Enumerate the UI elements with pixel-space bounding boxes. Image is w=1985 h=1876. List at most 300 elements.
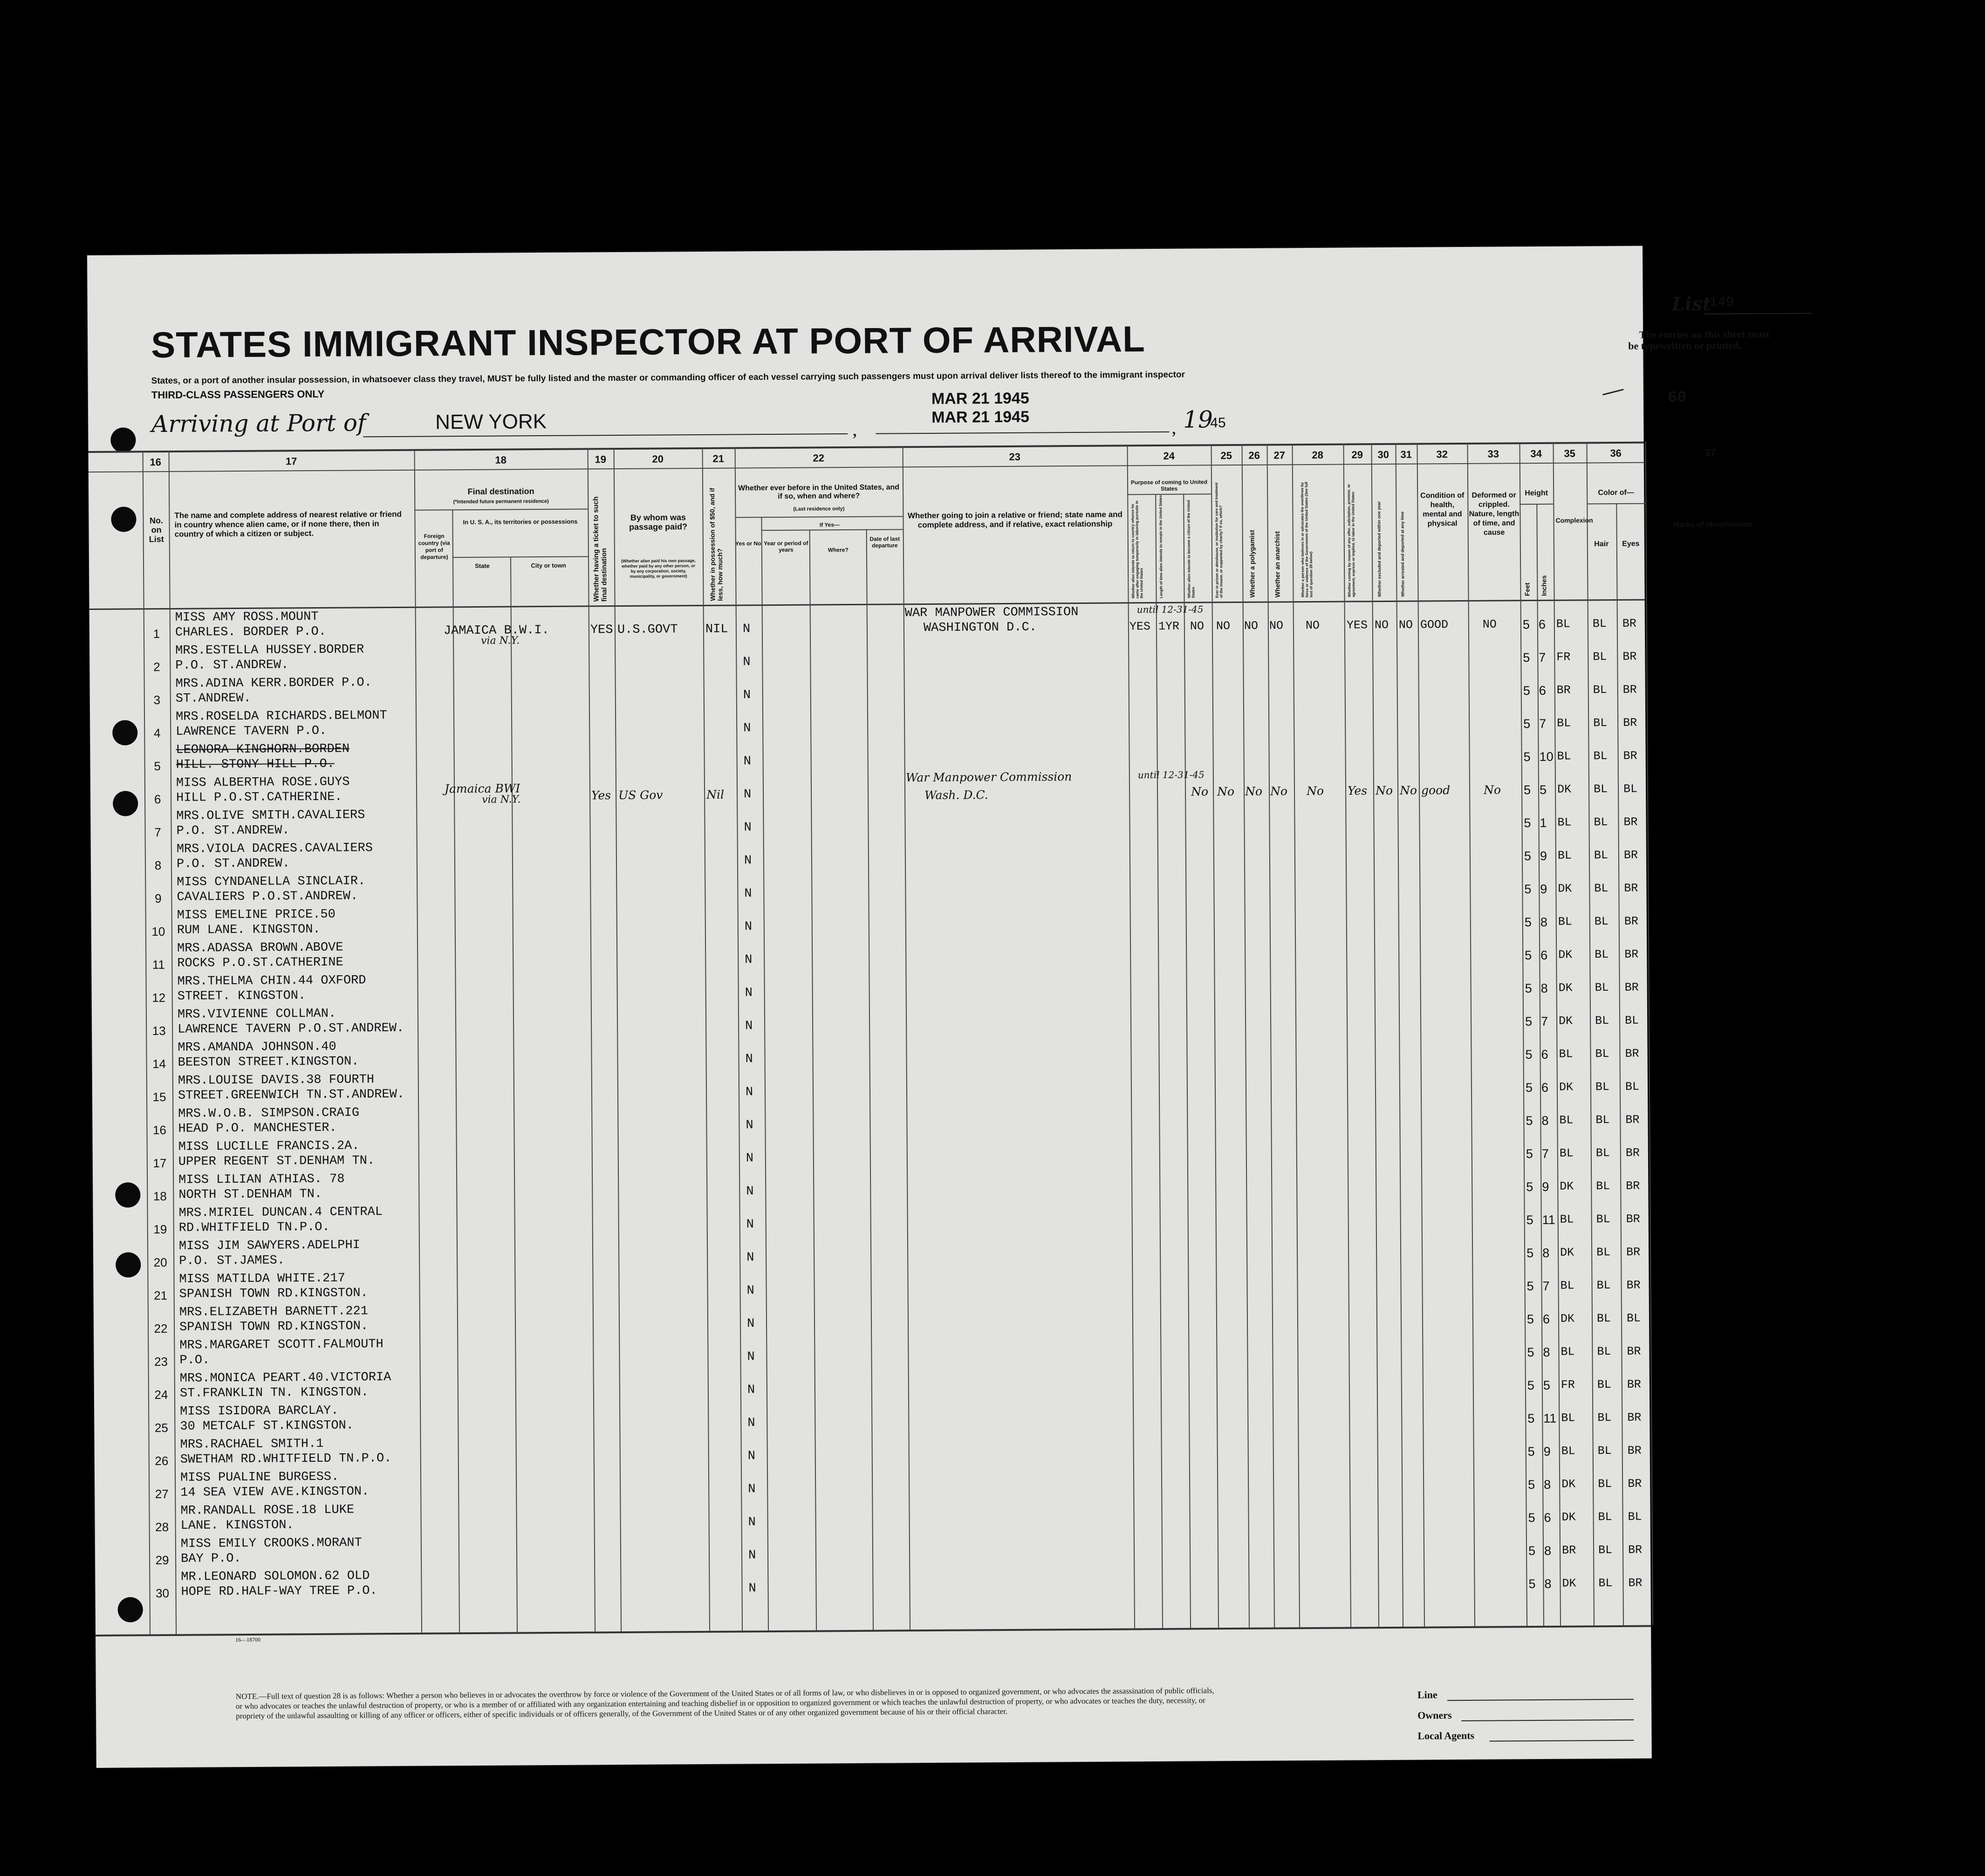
hair-value: BL	[1598, 1477, 1612, 1491]
relative-address-line-2: P.O.	[179, 1353, 210, 1368]
hair-value: BL	[1596, 1212, 1610, 1226]
relative-address-line-2: STREET. KINGSTON.	[177, 989, 306, 1004]
relative-address-line-2: P.O. ST.ANDREW.	[176, 856, 290, 871]
header-final-destination: Final destination	[467, 486, 534, 497]
header-if-yes: If Yes—	[819, 521, 840, 528]
row-number: 11	[152, 958, 165, 972]
height-inches: 5	[1543, 1378, 1550, 1392]
deformed-value: No	[1483, 783, 1501, 797]
colnum-35: 35	[1564, 447, 1575, 459]
ever-before-value: N	[745, 986, 753, 1000]
hair-value: BL	[1593, 683, 1607, 697]
row-number: 19	[153, 1222, 167, 1237]
height-feet: 5	[1525, 948, 1532, 963]
arriving-label: Arriving at Port of	[151, 409, 366, 438]
destination-country: Jamaica BWI	[444, 781, 520, 796]
height-feet: 5	[1522, 617, 1530, 632]
entries-note-1: The entries on this sheet must	[1639, 328, 1770, 341]
header-28: Whether a person who believes in or advocates the overthrow by force or violence of the Government of the United States (See full text of question 28 below)	[1300, 481, 1314, 598]
ever-before-value: N	[743, 655, 751, 670]
relative-address-line-1: MISS LUCILLE FRANCIS.2A.	[178, 1139, 360, 1154]
ever-before-value: N	[747, 1383, 755, 1397]
header-24c: Whether alien intends to become a citizen of the United States	[1186, 500, 1196, 598]
header-24a: Whether alien intends to return to country whence he came after engaging temporarily in laboring pursuits in the United States	[1130, 500, 1144, 599]
hair-value: BL	[1593, 650, 1607, 664]
relative-address-line-2: LAWRENCE TAVERN P.O.ST.ANDREW.	[178, 1021, 404, 1037]
complexion-value: BL	[1559, 1146, 1574, 1160]
complexion-value: BL	[1557, 815, 1572, 829]
hair-value: BL	[1592, 617, 1607, 631]
relative-address-line-2: LAWRENCE TAVERN P.O.	[176, 724, 327, 739]
header-passage-note: (Whether alien paid his own passage, whether paid by any other person, or by any corporation, society, municipality, or government)	[621, 558, 696, 579]
relative-address-line-1: MRS.MARGARET SCOTT.FALMOUTH	[179, 1337, 383, 1353]
height-inches: 6	[1542, 1312, 1550, 1326]
row-number: 15	[152, 1089, 166, 1104]
header-purpose: Purpose of coming to United States	[1130, 479, 1208, 492]
eyes-value: BL	[1625, 1080, 1640, 1094]
ifyes-sub-rule	[761, 529, 903, 531]
complexion-value: DK	[1560, 1246, 1574, 1260]
colnum-26: 26	[1248, 449, 1260, 461]
ever-before-value: N	[746, 1184, 754, 1199]
height-feet: 5	[1528, 1511, 1535, 1525]
passage-paid-value: US Gov	[618, 788, 663, 802]
complexion-value: DK	[1558, 981, 1573, 995]
list-number: 149	[1709, 294, 1734, 311]
relative-address-line-2: HEAD P.O. MANCHESTER.	[178, 1121, 337, 1136]
stay-until-value: until 12-31-45	[1137, 769, 1205, 781]
eyes-value: BR	[1627, 1377, 1641, 1391]
height-inches: 7	[1541, 1146, 1549, 1161]
colnum-31: 31	[1400, 448, 1412, 460]
row-number: 18	[153, 1189, 167, 1204]
row-number: 10	[151, 924, 165, 939]
relative-address-line-2: 30 METCALF ST.KINGSTON.	[180, 1418, 354, 1434]
height-inches: 8	[1544, 1576, 1552, 1591]
relative-address-line-2: HILL. STONY HILL P.O.	[176, 757, 335, 772]
row-number: 14	[152, 1057, 166, 1071]
hair-value: BL	[1597, 1345, 1611, 1359]
eyes-value: BR	[1626, 1179, 1640, 1193]
eyes-value: BR	[1627, 1444, 1642, 1458]
relative-address-line-1: MRS.RACHAEL SMITH.1	[180, 1437, 324, 1452]
relative-address-line-1: MR.LEONARD SOLOMON.62 OLD	[181, 1569, 370, 1584]
eyes-value: BR	[1624, 980, 1639, 994]
header-ever-before: Whether ever before in the United States, and if so, when and where?	[738, 483, 900, 500]
hair-value: BL	[1595, 1047, 1609, 1061]
ever-before-value: N	[748, 1548, 756, 1563]
header-condition-health: Condition of health, mental and physical	[1420, 491, 1465, 528]
row-number: 12	[152, 991, 166, 1005]
eyes-value: BR	[1624, 881, 1638, 895]
passenger-rows	[89, 600, 1651, 1616]
height-inches: 8	[1542, 1246, 1550, 1260]
header-year-period: Year or period of years	[764, 540, 808, 553]
ever-before-value: N	[748, 1482, 756, 1497]
height-feet: 5	[1526, 1213, 1533, 1227]
list-underline	[1704, 313, 1812, 314]
colnum-32: 32	[1436, 448, 1448, 460]
row-number: 16	[152, 1123, 167, 1137]
colnum-33: 33	[1487, 448, 1499, 460]
page-number: 60	[1667, 389, 1687, 407]
eyes-value: BR	[1628, 1477, 1642, 1491]
colnum-29: 29	[1351, 449, 1363, 461]
column-31-value: No	[1399, 783, 1417, 797]
form-title: STATES IMMIGRANT INSPECTOR AT PORT OF ARRIVAL	[151, 318, 1146, 366]
destination-via: via N.Y.	[480, 635, 520, 647]
row-number: 22	[154, 1321, 168, 1336]
height-feet: 5	[1527, 1378, 1534, 1393]
relative-address-line-2: ST.FRANKLIN TN. KINGSTON.	[179, 1385, 369, 1401]
height-feet: 5	[1525, 1081, 1533, 1095]
date-underline	[876, 431, 1169, 434]
hair-value: BL	[1595, 1113, 1610, 1127]
ever-before-value: N	[746, 1118, 753, 1133]
hair-value: BL	[1593, 716, 1608, 730]
row-number: 13	[152, 1024, 166, 1038]
row-number: 23	[154, 1354, 168, 1369]
height-inches: 5	[1539, 782, 1547, 797]
header-final-destination-sub: (*Intended future permanent residence)	[453, 498, 549, 505]
complexion-value: BL	[1557, 716, 1571, 730]
eyes-value: BL	[1628, 1510, 1642, 1524]
relative-address-line-1: MISS EMILY CROOKS.MORANT	[180, 1536, 362, 1551]
ticket-value: YES	[590, 623, 613, 637]
ever-before-value: N	[748, 1582, 756, 1596]
header-where: Where?	[828, 547, 849, 554]
relative-address-line-2: BEESTON STREET.KINGSTON.	[178, 1054, 359, 1070]
complexion-value: BL	[1557, 849, 1572, 863]
hair-value: BL	[1593, 749, 1608, 763]
header-31: Whether arrested and deported at any time	[1400, 511, 1405, 597]
relative-address-line-1: MRS.MIRIEL DUNCAN.4 CENTRAL	[178, 1205, 383, 1220]
column-27-value: No	[1270, 784, 1288, 798]
colnum-18: 18	[495, 454, 507, 466]
height-inches: 6	[1544, 1510, 1551, 1525]
colnum-36: 36	[1610, 447, 1622, 459]
ever-before-value: N	[746, 1317, 755, 1331]
date-stamp-top: MAR 21 1945	[931, 389, 1029, 408]
relative-address-line-2: UPPER REGENT ST.DENHAM TN.	[178, 1154, 375, 1169]
column-26-value: NO	[1244, 619, 1259, 633]
hair-value: BL	[1597, 1378, 1611, 1392]
complexion-value: BL	[1559, 1047, 1573, 1061]
ever-before-value: N	[745, 1052, 753, 1067]
row-number: 17	[153, 1156, 167, 1171]
colnum-20: 20	[652, 453, 664, 465]
ever-before-value: N	[746, 1151, 754, 1166]
relative-address-line-2: HILL P.O.ST.CATHERINE.	[176, 790, 342, 805]
height-feet: 5	[1525, 981, 1532, 996]
purpose-sub-rule	[1127, 493, 1211, 495]
hair-value: BL	[1595, 948, 1609, 962]
header-joining-relative: Whether going to join a relative or friend; state name and complete address, and if relative, exact relationship	[907, 510, 1123, 530]
header-marks: Marks of identification	[1673, 520, 1752, 529]
relative-address-line-1: MRS.LOUISE DAVIS.38 FOURTH	[178, 1073, 375, 1088]
column-29-value: Yes	[1347, 784, 1368, 798]
relative-address-line-1: MISS CYNDANELLA SINCLAIR.	[177, 874, 366, 890]
ever-before-value: N	[743, 688, 751, 703]
header-hair: Hair	[1594, 540, 1609, 548]
eyes-value: BR	[1627, 1410, 1642, 1424]
ever-before-value: N	[748, 1515, 756, 1530]
relative-address-line-1: MRS.ESTELLA HUSSEY.BORDER	[175, 643, 364, 658]
header-foreign-country: Foreign country (via port of departure)	[418, 533, 450, 561]
height-feet: 5	[1528, 1577, 1536, 1591]
purpose-24c: No	[1191, 785, 1209, 799]
port-name: NEW YORK	[435, 410, 547, 434]
header-deformed: Deformed or crippled. Nature, length of time, and cause	[1469, 491, 1520, 537]
eyes-value: BR	[1627, 1344, 1641, 1358]
header-30: Whether excluded and deported within one year	[1376, 501, 1382, 597]
complexion-value: BL	[1556, 617, 1570, 631]
hair-value: BL	[1597, 1411, 1612, 1425]
joining-line-1: War Manpower Commission	[905, 770, 1072, 785]
year-suffix: 45	[1210, 415, 1226, 431]
height-feet: 5	[1526, 1279, 1534, 1294]
row-number: 29	[155, 1553, 169, 1568]
height-feet: 5	[1523, 650, 1530, 665]
eyes-value: BL	[1626, 1311, 1641, 1325]
comma-sep: ,	[852, 418, 857, 440]
height-inches: 6	[1541, 1047, 1548, 1061]
height-feet: 5	[1524, 849, 1532, 863]
relative-address-line-1: MISS PUALINE BURGESS.	[180, 1470, 339, 1485]
header-color-of: Color of—	[1598, 488, 1634, 497]
header-yes-no: Yes or No	[735, 540, 761, 547]
hair-value: BL	[1596, 1312, 1611, 1326]
ever-before-value: N	[745, 1085, 753, 1100]
line-underline	[1447, 1699, 1634, 1701]
height-feet: 5	[1527, 1345, 1534, 1360]
date-stamp-bottom: MAR 21 1945	[931, 408, 1030, 426]
column-30-value: No	[1375, 783, 1393, 798]
complexion-value: DK	[1558, 948, 1573, 962]
relative-address-line-2: RD.WHITFIELD TN.P.O.	[178, 1220, 330, 1235]
relative-address-line-1: MISS MATILDA WHITE.217	[179, 1271, 345, 1287]
relative-address-line-1: MRS.ADINA KERR.BORDER P.O.	[175, 676, 372, 691]
height-feet: 5	[1523, 750, 1531, 764]
relative-address-line-1: MRS.AMANDA JOHNSON.40	[178, 1040, 336, 1055]
colnum-19: 19	[595, 453, 607, 466]
complexion-value: BL	[1557, 749, 1571, 763]
header-anarchist: Whether an anarchist	[1273, 531, 1281, 598]
height-inches: 6	[1541, 1080, 1549, 1095]
eyes-value: BR	[1628, 1543, 1643, 1557]
relative-address-line-2: SWETHAM RD.WHITFIELD TN.P.O.	[180, 1452, 392, 1467]
before-sub-rule	[735, 516, 903, 518]
punch-hole	[110, 427, 136, 452]
ever-before-value: N	[744, 787, 752, 802]
height-inches: 8	[1544, 1543, 1552, 1558]
colnum-24: 24	[1163, 450, 1175, 462]
header-city: City or town	[531, 561, 566, 569]
class-line: THIRD-CLASS PASSENGERS ONLY	[151, 388, 325, 401]
height-feet: 5	[1525, 1048, 1533, 1062]
complexion-value: DK	[1558, 882, 1572, 896]
owners-label: Owners	[1417, 1709, 1452, 1721]
row-number: 6	[154, 792, 161, 807]
eyes-value: BL	[1623, 782, 1638, 796]
joining-line-2: WASHINGTON D.C.	[923, 620, 1037, 636]
joining-line-1: WAR MANPOWER COMMISSION	[904, 605, 1079, 621]
height-inches: 8	[1540, 915, 1547, 929]
money-value: NIL	[705, 622, 728, 637]
list-label: List	[1671, 293, 1711, 315]
ever-before-value: N	[744, 854, 752, 868]
column-25-value: No	[1217, 784, 1235, 799]
eyes-value: BR	[1623, 749, 1637, 763]
usa-sub-rule	[452, 556, 588, 558]
complexion-value: DK	[1559, 1014, 1573, 1028]
relative-address-line-1: LEONORA KINGHORN.BORDEN	[176, 742, 350, 757]
column-29-value: YES	[1346, 618, 1368, 632]
height-inches: 10	[1539, 749, 1554, 764]
header-in-usa: In U. S. A., its territories or possessions	[463, 518, 578, 526]
height-inches: 6	[1538, 617, 1546, 631]
row-number: 7	[154, 825, 161, 840]
health-value: good	[1421, 783, 1451, 797]
height-inches: 1	[1540, 815, 1547, 830]
header-inches: Inches	[1540, 575, 1548, 596]
header-29: Whether coming by reason of any offer, solicitation, promise, or agreement, express or implied, to labor in the United States	[1347, 484, 1356, 597]
colnum-34: 34	[1530, 447, 1542, 460]
complexion-value: DK	[1559, 1080, 1574, 1094]
complexion-value: BL	[1560, 1212, 1574, 1226]
height-feet: 5	[1527, 1411, 1535, 1426]
eyes-value: BR	[1623, 848, 1638, 862]
relative-address-line-1: MISS AMY ROSS.MOUNT	[175, 609, 319, 625]
purpose-24b: 1YR	[1158, 619, 1180, 633]
height-feet: 5	[1526, 1246, 1534, 1260]
eyes-value: BR	[1623, 716, 1637, 730]
ever-before-value: N	[746, 1251, 754, 1265]
row-number: 25	[154, 1420, 168, 1435]
height-inches: 7	[1539, 716, 1547, 731]
height-inches: 7	[1539, 650, 1546, 664]
relative-address-line-1: MRS.VIVIENNE COLLMAN.	[177, 1006, 336, 1022]
year-prefix: 19	[1183, 406, 1213, 433]
relative-address-line-2: 14 SEA VIEW AVE.KINGSTON.	[180, 1485, 370, 1500]
height-inches: 9	[1542, 1179, 1549, 1194]
row-number: 8	[154, 858, 162, 873]
relative-address-line-2: RUM LANE. KINGSTON.	[177, 922, 321, 938]
eyes-value: BR	[1625, 1113, 1640, 1127]
row-number: 24	[154, 1387, 168, 1402]
row-number: 5	[154, 759, 161, 774]
height-inches: 8	[1541, 1113, 1549, 1128]
eyes-value: BR	[1626, 1278, 1641, 1292]
hair-value: BL	[1598, 1543, 1613, 1557]
deformed-value: NO	[1482, 617, 1497, 631]
hair-value: BL	[1594, 915, 1609, 929]
header-date-departure: Date of last departure	[869, 535, 900, 549]
complexion-value: DK	[1560, 1179, 1574, 1193]
eyes-value: BR	[1626, 1212, 1640, 1226]
eyes-value: BR	[1624, 947, 1639, 961]
complexion-value: BR	[1556, 683, 1571, 697]
money-value: Nil	[706, 787, 725, 801]
height-feet: 5	[1526, 1114, 1533, 1128]
header-eyes: Eyes	[1622, 540, 1640, 548]
destination-country: JAMAICA B.W.I.	[443, 623, 549, 638]
ever-before-value: N	[743, 721, 751, 736]
complexion-value: BL	[1560, 1279, 1574, 1293]
purpose-24a: YES	[1129, 620, 1151, 634]
eyes-value: BR	[1625, 1047, 1639, 1061]
colnum-27: 27	[1273, 449, 1285, 461]
column-30-value: NO	[1374, 618, 1389, 632]
relative-address-line-2: SPANISH TOWN RD.KINGSTON.	[179, 1286, 368, 1301]
eyes-value: BR	[1622, 616, 1636, 630]
joining-line-2: Wash. D.C.	[924, 788, 988, 802]
complexion-value: BL	[1561, 1444, 1575, 1458]
hair-value: BL	[1594, 882, 1609, 896]
height-feet: 5	[1524, 915, 1532, 930]
complexion-value: BL	[1559, 1113, 1574, 1127]
header-feet: Feet	[1523, 582, 1531, 596]
row-number: 3	[153, 693, 161, 707]
relative-address-line-2: LANE. KINGSTON.	[180, 1518, 294, 1533]
height-feet: 5	[1526, 1312, 1534, 1327]
eyes-value: BL	[1625, 1013, 1639, 1027]
relative-address-line-1: MISS ALBERTHA ROSE.GUYS	[176, 775, 350, 790]
relative-address-line-2: NORTH ST.DENHAM TN.	[178, 1187, 322, 1202]
height-inches: 11	[1543, 1411, 1557, 1425]
row-number: 9	[155, 891, 162, 906]
destination-via: via N.Y.	[482, 794, 521, 806]
eyes-value: BR	[1622, 683, 1637, 697]
hair-value: BL	[1594, 815, 1608, 829]
height-feet: 5	[1527, 1445, 1535, 1459]
relative-address-line-1: MR.RANDALL ROSE.18 LUKE	[180, 1503, 355, 1518]
footer-code: 16—18700	[235, 1636, 261, 1643]
complexion-value: BL	[1561, 1345, 1575, 1359]
colnum-16: 16	[150, 456, 162, 468]
header-state: State	[475, 562, 490, 569]
hair-value: BL	[1595, 1146, 1610, 1160]
agents-underline	[1490, 1740, 1634, 1742]
hair-value: BL	[1595, 1080, 1610, 1094]
complexion-value: BR	[1561, 1543, 1576, 1557]
column-25-value: NO	[1216, 619, 1231, 633]
colnum-28: 28	[1312, 449, 1323, 461]
complexion-value: DK	[1561, 1510, 1576, 1524]
eyes-value: BR	[1622, 650, 1637, 664]
eyes-value: BR	[1624, 914, 1638, 928]
header-ticket: Whether having a ticket to such final destination	[592, 496, 609, 602]
manifest-sheet	[87, 246, 1770, 1768]
relative-address-line-1: MRS.ADASSA BROWN.ABOVE	[177, 940, 343, 956]
hair-value: BL	[1596, 1179, 1610, 1193]
row-number: 28	[155, 1520, 169, 1534]
relative-address-line-2: P.O. ST.JAMES.	[179, 1253, 285, 1268]
colnum-25: 25	[1220, 449, 1232, 462]
ticket-value: Yes	[591, 788, 611, 802]
height-feet: 5	[1526, 1147, 1533, 1161]
relative-address-line-2: STREET.GREENWICH TN.ST.ANDREW.	[178, 1087, 405, 1103]
height-feet: 5	[1524, 816, 1531, 830]
comma-sep: ,	[1171, 417, 1177, 438]
header-last-residence: (Last residence only)	[793, 506, 845, 512]
purpose-24c: NO	[1190, 619, 1205, 633]
height-inches: 8	[1543, 1345, 1550, 1359]
ever-before-value: N	[746, 1284, 754, 1298]
height-inches: 6	[1540, 948, 1548, 962]
height-inches: 7	[1541, 1014, 1548, 1028]
complexion-value: BL	[1558, 915, 1572, 929]
